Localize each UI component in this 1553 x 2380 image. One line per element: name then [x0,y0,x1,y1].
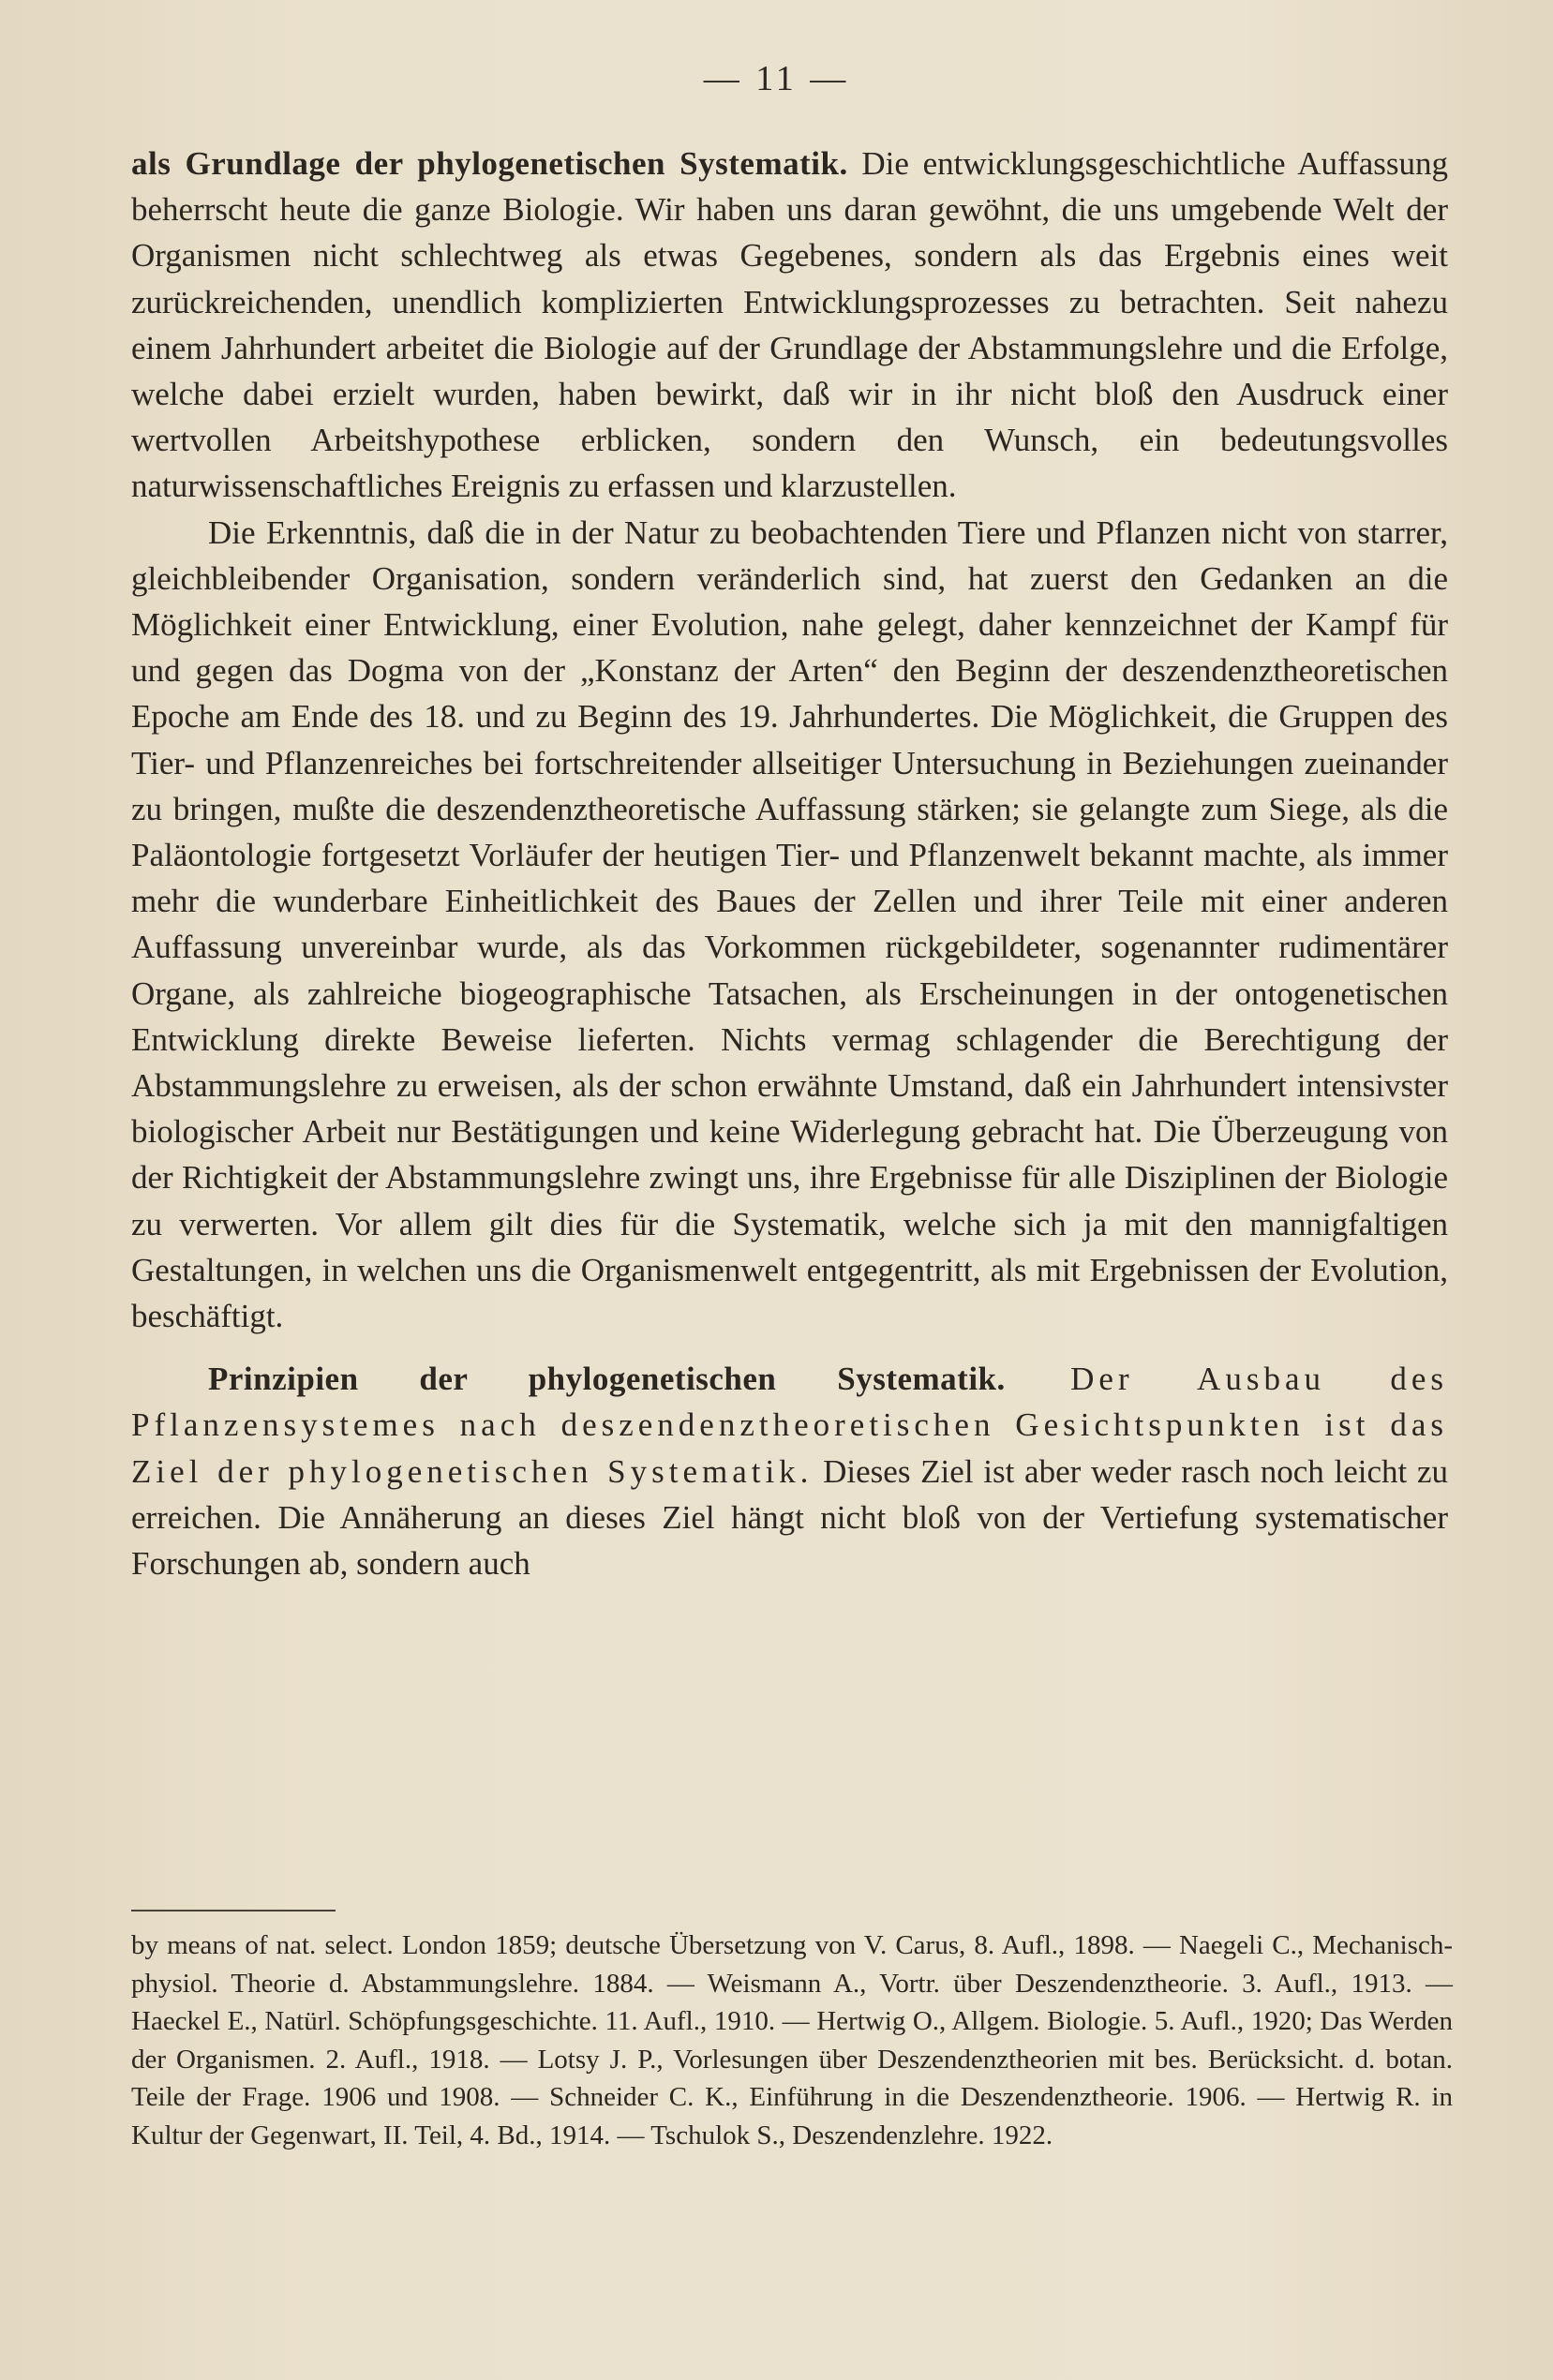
footnote-divider [131,1910,336,1911]
footnote-text: by means of nat. select. London 1859; deutsche Übersetzung von V. Carus, 8. Aufl., 1898. — Naegeli C., Mechanisch-physiol. Theorie d. Abstammungslehre. 1884. — Weismann A., Vortr. über Deszendenztheorie. 3. Aufl., 1913. — Haeckel E., Natürl. Schöpfungsgeschichte. 11. Aufl., 1910. — Hertwig O., Allgem. Biologie. 5. Aufl., 1920; Das Werden der Organismen. 2. Aufl., 1918. — Lotsy J. P., Vorlesungen über Deszendenztheorien mit bes. Berücksicht. d. botan. Teile der Frage. 1906 und 1908. — Schneider C. K., Einführung in die Deszendenztheorie. 1906. — Hertwig R. in Kultur der Gegenwart, II. Teil, 4. Bd., 1914. — Tschulok S., Deszendenzlehre. 1922. [131,1930,1453,2150]
footnote [131,1926,1453,2154]
paragraph-prinzipien-text: Dieses Ziel ist aber weder rasch noch leicht zu erreichen. Die Annäherung an dieses Ziel hängt nicht bloß von der Vertiefung systematischer Forschungen ab, sondern auch [131,1452,1448,1583]
paragraph-grundlage-text: Die entwicklungsgeschichtliche Auffassung beherrscht heute die ganze Biologie. Wir haben uns daran gewöhnt, die uns umgebende Welt der Organismen nicht schlechtweg als etwas Gegebenes, sondern als das Ergebnis eines weit zurückreichenden, unendlich komplizierten Entwicklungsprozesses zu betrachten. Seit nahezu einem Jahrhundert arbeitet die Biologie auf der Grundlage der Abstammungslehre und die Erfolge, welche dabei erzielt wurden, haben bewirkt, daß wir in ihr nicht bloß den Ausdruck einer wertvollen Arbeitshypothese erblicken, sondern den Wunsch, ein bedeutungsvolles naturwissenschaftliches Ereignis zu erfassen und klarzustellen. [131,145,1448,505]
paragraph-erkenntnis: Die Erkenntnis, daß die in der Natur zu beobachtenden Tiere und Pflanzen nicht von starrer, gleichbleibender Organisation, sondern veränderlich sind, hat zuerst den Gedanken an die Möglichkeit einer Entwicklung, einer Evolution, nahe gelegt, daher kennzeichnet der Kampf für und gegen das Dogma von der „Konstanz der Arten“ den Beginn der deszendenztheoretischen Epoche am Ende des 18. und zu Beginn des 19. Jahrhundertes. Die Möglichkeit, die Gruppen des Tier- und Pflanzenreiches bei fortschreitender allseitiger Untersuchung in Beziehungen zueinander zu bringen, mußte die deszendenztheoretische Auffassung stärken; sie gelangte zum Siege, als die Paläontologie fortgesetzt Vorläufer der heutigen Tier- und Pflanzenwelt bekannt machte, als immer mehr die wunderbare Einheitlichkeit des Baues der Zellen und ihrer Teile mit einer anderen Auffassung unvereinbar wurde, als das Vorkommen rückgebildeter, sogenannter rudimentärer Organe, als zahlreiche biogeographische Tatsachen, als Erscheinungen in der ontogenetischen Entwicklung direkte Beweise lieferten. Nichts vermag schlagender die Berechtigung der Abstammungslehre zu erweisen, als der schon erwähnte Umstand, daß ein Jahrhundert intensivster biologischer Arbeit nur Bestätigungen und keine Widerlegung gebracht hat. Die Überzeugung von der Richtigkeit der Abstammungslehre zwingt uns, ihre Ergebnisse für alle Disziplinen der Biologie zu verwerten. Vor allem gilt dies für die Systematik, welche sich ja mit den mannigfaltigen Gestaltungen, in welchen uns die Organismenwelt entgegentritt, als mit Ergebnissen der Evolution, beschäftigt. [131,513,1448,1335]
section-heading-grundlage: als Grundlage der phylogenetischen Systematik. [131,145,848,182]
paragraph-grundlage [131,141,1448,510]
page-number: — 11 — [703,59,850,98]
paragraph-prinzipien [131,1356,1448,1586]
section-heading-prinzipien: Prinzipien der phylogenetischen Systematik. [208,1361,1006,1398]
main-text [131,141,1448,1586]
paragraph-prinzipien-spaced-text: Der Ausbau des Pflanzensystemes nach deszendenztheoretischen Gesichtspunkten ist das Ziel der phylogenetischen Systematik. [131,1361,1449,1490]
